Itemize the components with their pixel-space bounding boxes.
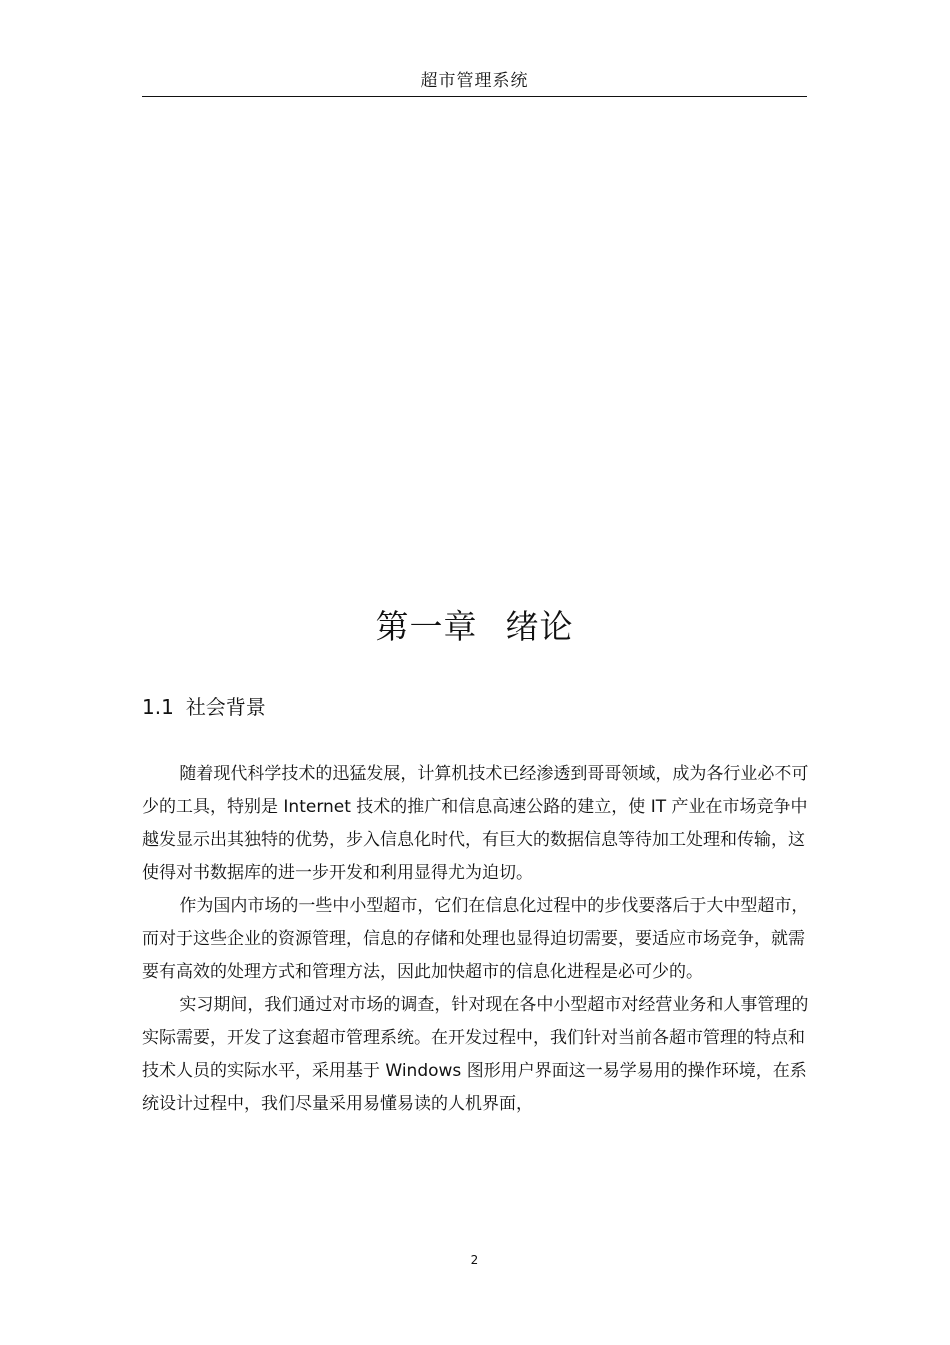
header-divider [142,96,807,97]
running-header-title: 超市管理系统 [420,71,529,91]
page-number: 2 [470,1253,479,1267]
chapter-number-label: 第一章 [375,607,478,646]
chapter-title [142,605,807,649]
section-title: 社会背景 [185,695,266,719]
paragraph: 实习期间，我们通过对市场的调查，针对现在各中小型超市对经营业务和人事管理的实际需要，开发了这套超市管理系统。在开发过程中，我们针对当前各超市管理的特点和技术人员的实际水平，采用基于 Windows 图形用户界面这一易学易用的操作环境，在系统设计过程中，我们尽量采用易懂易读的人机界面， [142,995,809,1114]
paragraph: 作为国内市场的一些中小型超市，它们在信息化过程中的步伐要落后于大中型超市，而对于这些企业的资源管理，信息的存储和处理也显得迫切需要，要适应市场竞争，就需要有高效的处理方式和管理方法，因此加快超市的信息化进程是必可少的。 [142,896,809,982]
body-text [142,758,812,1121]
section-heading [142,692,266,722]
section-number: 1.1 [142,695,174,719]
chapter-name: 绪论 [505,607,574,646]
paragraph: 随着现代科学技术的迅猛发展，计算机技术已经渗透到哥哥领域，成为各行业必不可少的工具，特别是 Internet 技术的推广和信息高速公路的建立，使 IT 产业在市场竞争中越发显示出其独特的优势，步入信息化时代，有巨大的数据信息等待加工处理和传输，这使得对书数据库的进一步开发和利用显得尤为迫切。 [142,764,809,883]
